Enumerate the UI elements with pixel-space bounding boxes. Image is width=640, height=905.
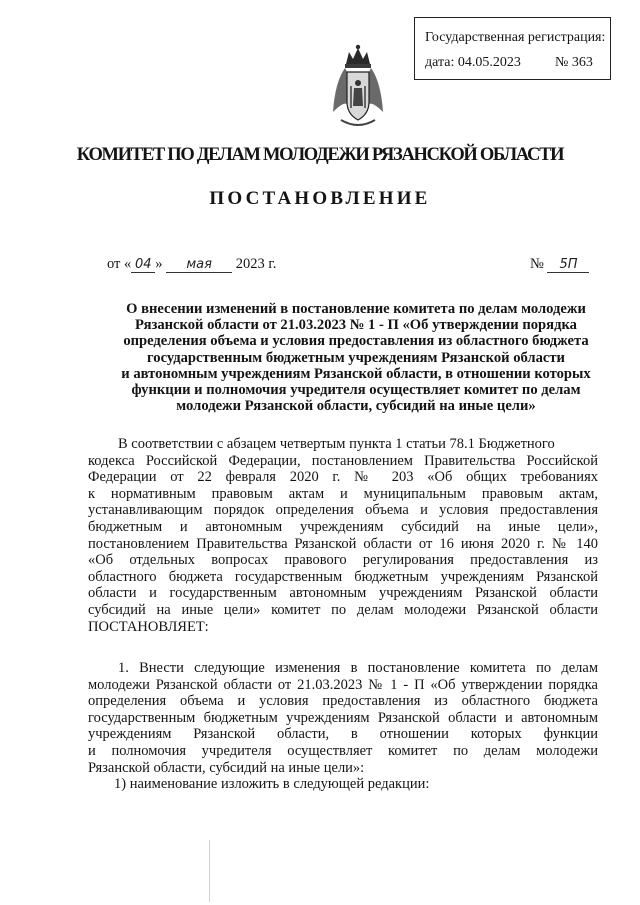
date-year: 2023 г.: [235, 256, 277, 272]
preamble-paragraph: [88, 436, 598, 635]
document-type: ПОСТАНОВЛЕНИЕ: [209, 188, 431, 209]
text-line: постановлением Правительства Рязанской области от 16 июня 2020 г. № 140: [88, 535, 598, 552]
registration-heading: Государственная регистрация:: [425, 30, 606, 45]
scan-artifact-line: [209, 840, 210, 902]
registration-stamp: [414, 17, 611, 80]
text-line: и полномочия учредителя осуществляет комитет по делам молодежи: [88, 742, 598, 759]
date-line: [107, 256, 276, 273]
text-line: субсидий на иные цели» комитет по делам молодежи Рязанской области: [88, 601, 598, 618]
text-line: ПОСТАНОВЛЯЕТ:: [88, 618, 209, 635]
text-line: учреждениям Рязанской области, в отношении которых функции: [88, 726, 598, 743]
text-line: государственным бюджетным учреждениям Рязанской области и автономным: [88, 709, 598, 726]
date-mid: »: [155, 256, 163, 272]
title-line: Рязанской области от 21.03.2023 № 1 - П «Об утверждении порядка: [135, 317, 577, 334]
registration-date: дата: 04.05.2023: [425, 55, 521, 70]
text-line: Федерации от 22 февраля 2020 г. № 203 «Об общих требованиях: [88, 469, 598, 486]
document-number: [530, 256, 589, 273]
text-line: определения объема и условия предоставления из областного бюджета: [88, 693, 598, 710]
organization-name: КОМИТЕТ ПО ДЕЛАМ МОЛОДЕЖИ РЯЗАНСКОЙ ОБЛАСТИ: [76, 145, 564, 165]
title-line: молодежи Рязанской области, субсидий на иные цели»: [176, 398, 536, 415]
text-line: «Об отдельных вопросах правового регулирования предоставления из: [88, 552, 598, 569]
title-line: государственным бюджетным учреждениям Рязанской области: [147, 349, 565, 366]
coat-of-arms-icon: [329, 42, 387, 132]
text-line: бюджетным и автономным учреждениям субсидий на иные цели»,: [88, 518, 598, 535]
title-line: определения объема и условия предоставления из областного бюджета: [123, 333, 589, 350]
text-line: 1. Внести следующие изменения в постановление комитета по делам: [118, 660, 598, 676]
date-prefix: от «: [107, 256, 132, 272]
title-line: и автономным учреждениям Рязанской области, в отношении которых: [121, 365, 591, 382]
text-line: устанавливающим порядок определения объема и условия предоставления: [88, 502, 598, 519]
text-line: кодекса Российской Федерации, постановлением Правительства Российской: [88, 452, 598, 469]
text-line: области и государственным автономным учреждениям Рязанской области: [88, 585, 598, 602]
number-value: 5П: [547, 258, 589, 273]
item-1-paragraph: [88, 660, 598, 793]
text-line: Рязанской области, субсидий на иные цели»:: [88, 759, 365, 776]
title-line: функции и полномочия учредителя осуществляет комитет по делам: [131, 382, 581, 399]
document-title: [96, 301, 616, 414]
title-line: О внесении изменений в постановление комитета по делам молодежи: [126, 301, 586, 317]
date-month: мая: [166, 258, 232, 273]
text-line: молодежи Рязанской области от 21.03.2023 № 1 - П «Об утверждении порядка: [88, 676, 598, 693]
text-line: В соответствии с абзацем четвертым пункта 1 статьи 78.1 Бюджетного: [118, 436, 555, 452]
registration-number: № 363: [555, 55, 593, 70]
subitem-1: 1) наименование изложить в следующей редакции:: [114, 776, 430, 793]
number-prefix: №: [530, 256, 544, 272]
text-line: областного бюджета государственным бюджетным учреждениям Рязанской: [88, 568, 598, 585]
text-line: к нормативным правовым актам и муниципальным правовым актам,: [88, 485, 598, 502]
date-day: 04: [131, 258, 155, 273]
